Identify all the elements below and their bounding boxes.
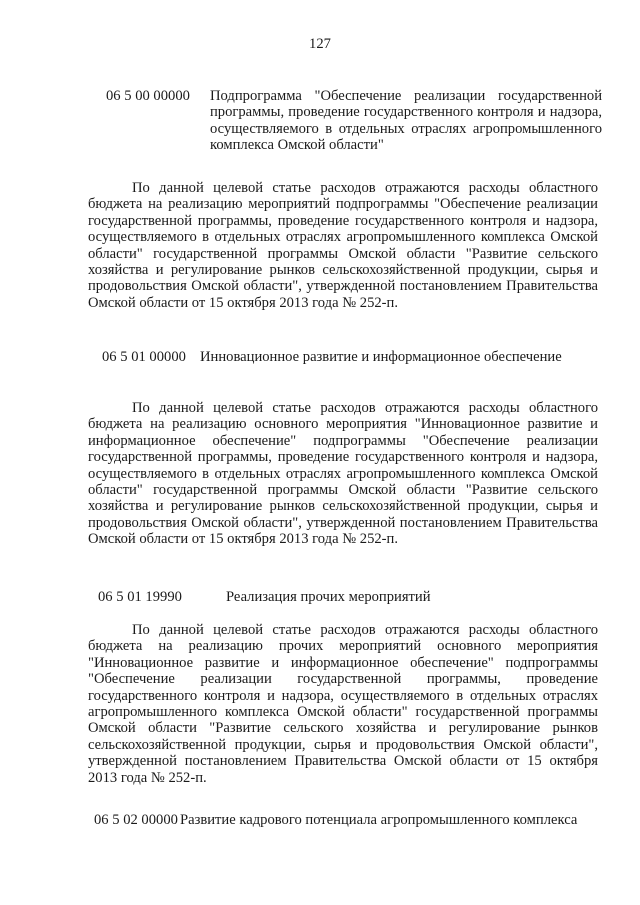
- section-code: 06 5 01 00000: [102, 349, 186, 365]
- section-title: Подпрограмма "Обеспечение реализации государственной программы, проведение государственного контроля и надзора, осуществляемого в отдельных отраслях агропромышленного комплекса Омской области": [210, 88, 602, 154]
- section-description: По данной целевой статье расходов отражаются расходы областного бюджета на реализацию мероприятий подпрограммы "Обеспечение реализации государственной программы, проведение государственного контроля и надзора, осуществляемого в отдельных отраслях агропромышленного комплекса Омской области" государственной программы Омской области "Развитие сельского хозяйства и регулирование рынков сельскохозяйственной продукции, сырья и продовольствия Омской области", утвержденной постановлением Правительства Омской области от 15 октября 2013 года № 252-п.: [88, 180, 598, 311]
- section-code: 06 5 01 19990: [98, 589, 182, 605]
- section-06-5-01-19990: [98, 589, 598, 607]
- section-code: 06 5 00 00000: [106, 88, 190, 104]
- section-06-5-02-00000: [94, 812, 586, 846]
- section-06-5-00-00000: [106, 88, 602, 158]
- page-number: 127: [309, 36, 331, 52]
- section-code: 06 5 02 00000: [94, 812, 178, 828]
- section-description: По данной целевой статье расходов отражаются расходы областного бюджета на реализацию прочих мероприятий основного мероприятия "Инновационное развитие и информационное обеспечение" подпрограммы "Обеспечение реализации государственной программы, проведение государственного контроля и надзора, осуществляемого в отдельных отраслях агропромышленного комплекса Омской области" государственной программы Омской области "Развитие сельского хозяйства и регулирование рынков сельскохозяйственной продукции, сырья и продовольствия Омской области", утвержденной постановлением Правительства Омской области от 15 октября 2013 года № 252-п.: [88, 622, 598, 786]
- section-title: Реализация прочих мероприятий: [226, 589, 431, 605]
- section-06-5-01-00000: [102, 349, 598, 383]
- section-title: Инновационное развитие и информационное обеспечение: [200, 349, 562, 365]
- section-title: Развитие кадрового потенциала агропромышленного комплекса: [180, 812, 578, 828]
- section-description: По данной целевой статье расходов отражаются расходы областного бюджета на реализацию основного мероприятия "Инновационное развитие и информационное обеспечение" подпрограммы "Обеспечение реализации государственной программы, проведение государственного контроля и надзора, осуществляемого в отдельных отраслях агропромышленного комплекса Омской области" государственной программы Омской области "Развитие сельского хозяйства и регулирование рынков сельскохозяйственной продукции, сырья и продовольствия Омской области", утвержденной постановлением Правительства Омской области от 15 октября 2013 года № 252-п.: [88, 400, 598, 548]
